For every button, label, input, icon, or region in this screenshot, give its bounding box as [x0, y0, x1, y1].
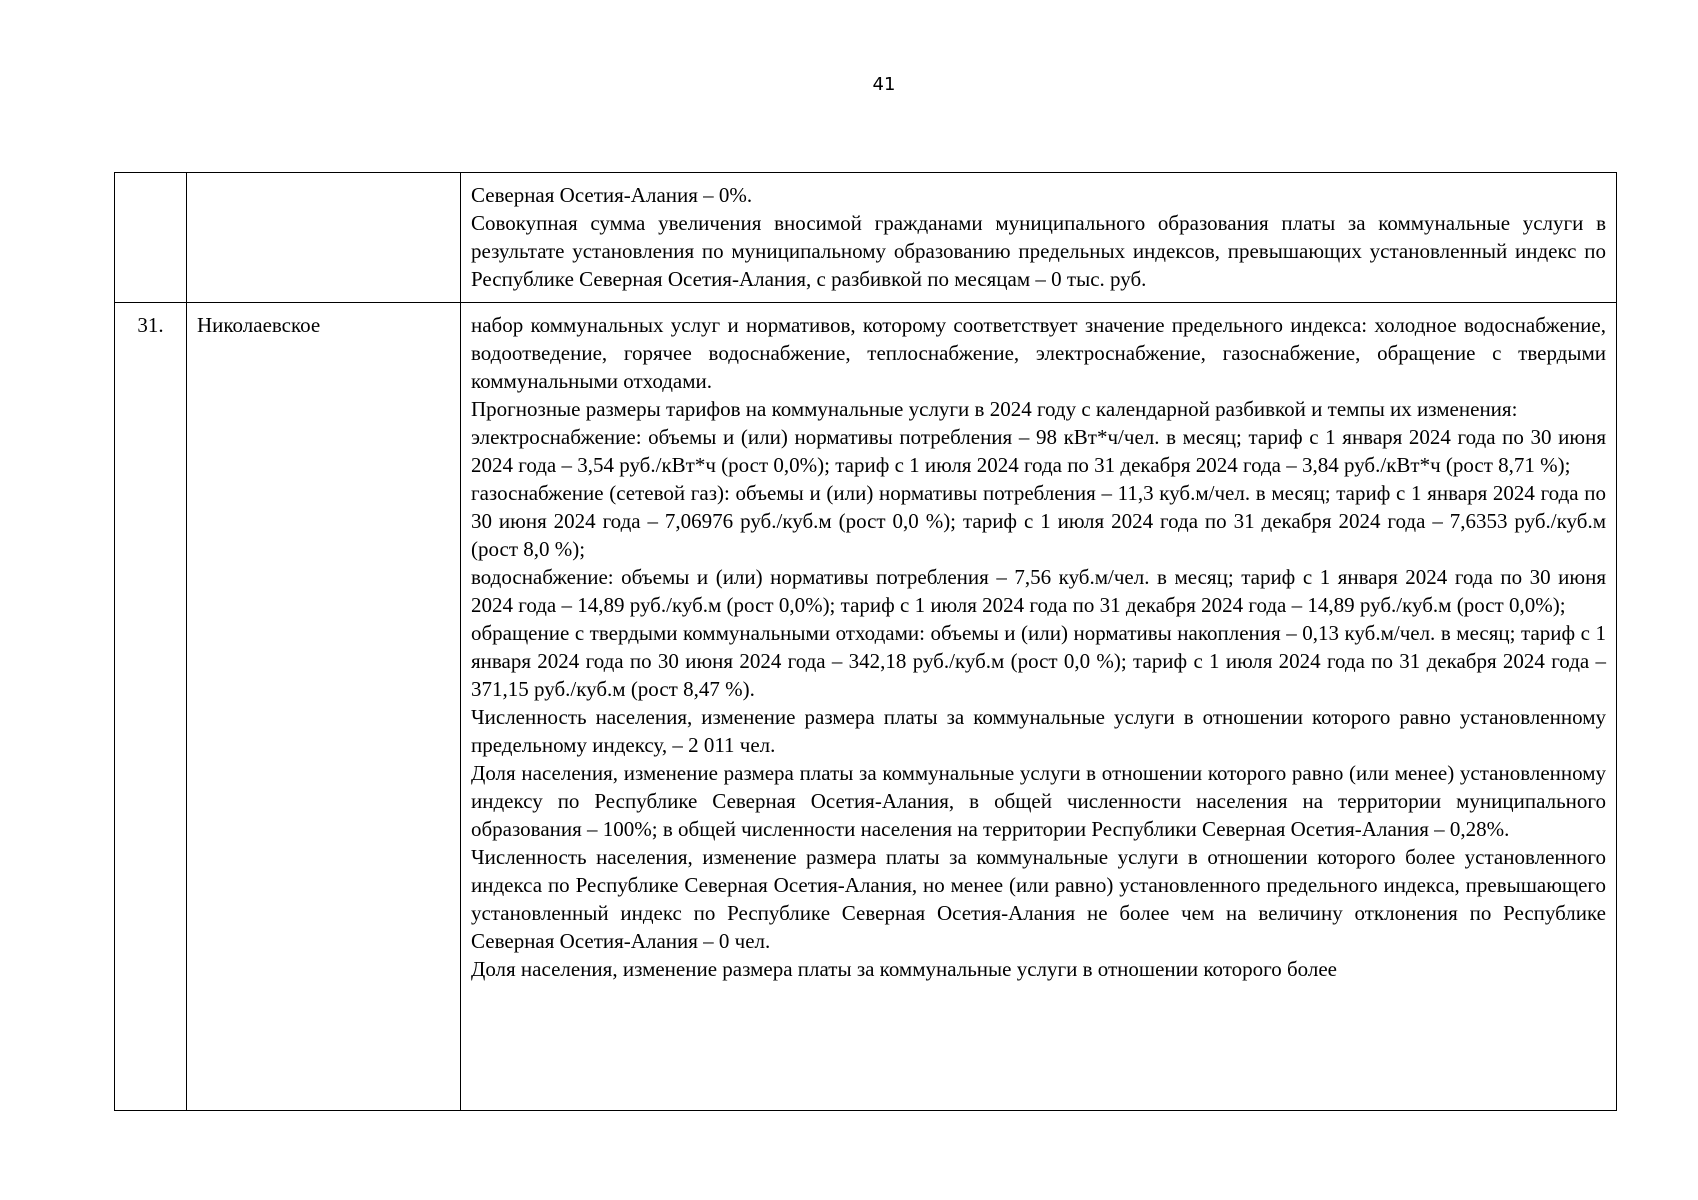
- table-row: [115, 303, 1617, 1111]
- table-row: [115, 173, 1617, 303]
- page-number: 41: [872, 74, 896, 95]
- paragraph: электроснабжение: объемы и (или) нормативы потребления – 98 кВт*ч/чел. в месяц; тариф с 1 января 2024 года по 30 июня 2024 года – 3,54 руб./кВт*ч (рост 0,0%); тариф с 1 июля 2024 года по 31 декабря 2024 года – 3,84 руб./кВт*ч (рост 8,71 %);: [471, 425, 1606, 477]
- row-number: 31.: [115, 303, 187, 1111]
- paragraph: Доля населения, изменение размера платы за коммунальные услуги в отношении которого равно (или менее) установленному индексу по Республике Северная Осетия-Алания, в общей численности населения на территории муниципального образования – 100%; в общей численности населения на территории Республики Северная Осетия-Алания – 0,28%.: [471, 761, 1606, 841]
- paragraph: газоснабжение (сетевой газ): объемы и (или) нормативы потребления – 11,3 куб.м/чел. в месяц; тариф с 1 января 2024 года по 30 июня 2024 года – 7,06976 руб./куб.м (рост 0,0 %); тариф с 1 июля 2024 года по 31 декабря 2024 года – 7,6353 руб./куб.м (рост 8,0 %);: [471, 481, 1606, 561]
- municipality-name: [187, 173, 461, 303]
- paragraph: набор коммунальных услуг и нормативов, которому соответствует значение предельного индекса: холодное водоснабжение, водоотведение, горячее водоснабжение, теплоснабжение, электроснабжение, газоснабжение, обращение с твердыми коммунальными отходами.: [471, 313, 1606, 393]
- paragraph: Численность населения, изменение размера платы за коммунальные услуги в отношении которого более установленного индекса по Республике Северная Осетия-Алания, но менее (или равно) установленного предельного индекса, превышающего установленный индекс по Республике Северная Осетия-Алания не более чем на величину отклонения по Республике Северная Осетия-Алания – 0 чел.: [471, 845, 1606, 953]
- paragraph: Доля населения, изменение размера платы за коммунальные услуги в отношении которого более: [471, 957, 1338, 981]
- paragraph: Численность населения, изменение размера платы за коммунальные услуги в отношении которого равно установленному предельному индексу, – 2 011 чел.: [471, 705, 1606, 757]
- paragraph: обращение с твердыми коммунальными отходами: объемы и (или) нормативы накопления – 0,13 куб.м/чел. в месяц; тариф с 1 января 2024 года по 30 июня 2024 года – 342,18 руб./куб.м (рост 0,0 %); тариф с 1 июля 2024 года по 31 декабря 2024 года –371,15 руб./куб.м (рост 8,47 %).: [471, 621, 1606, 701]
- document-table: [114, 172, 1617, 1111]
- paragraph: Совокупная сумма увеличения вносимой гражданами муниципального образования платы за коммунальные услуги в результате установления по муниципальному образованию предельных индексов, превышающих установленный индекс по Республике Северная Осетия-Алания, с разбивкой по месяцам – 0 тыс. руб.: [471, 211, 1606, 291]
- row-content: [461, 173, 1617, 303]
- row-number: [115, 173, 187, 303]
- paragraph: Прогнозные размеры тарифов на коммунальные услуги в 2024 году с календарной разбивкой и темпы их изменения:: [471, 397, 1518, 421]
- municipality-name: Николаевское: [187, 303, 461, 1111]
- paragraph: водоснабжение: объемы и (или) нормативы потребления – 7,56 куб.м/чел. в месяц; тариф с 1 января 2024 года по 30 июня 2024 года – 14,89 руб./куб.м (рост 0,0%); тариф с 1 июля 2024 года по 31 декабря 2024 года – 14,89 руб./куб.м (рост 0,0%);: [471, 565, 1606, 617]
- paragraph: Северная Осетия-Алания – 0%.: [471, 183, 753, 207]
- row-content: [461, 303, 1617, 1111]
